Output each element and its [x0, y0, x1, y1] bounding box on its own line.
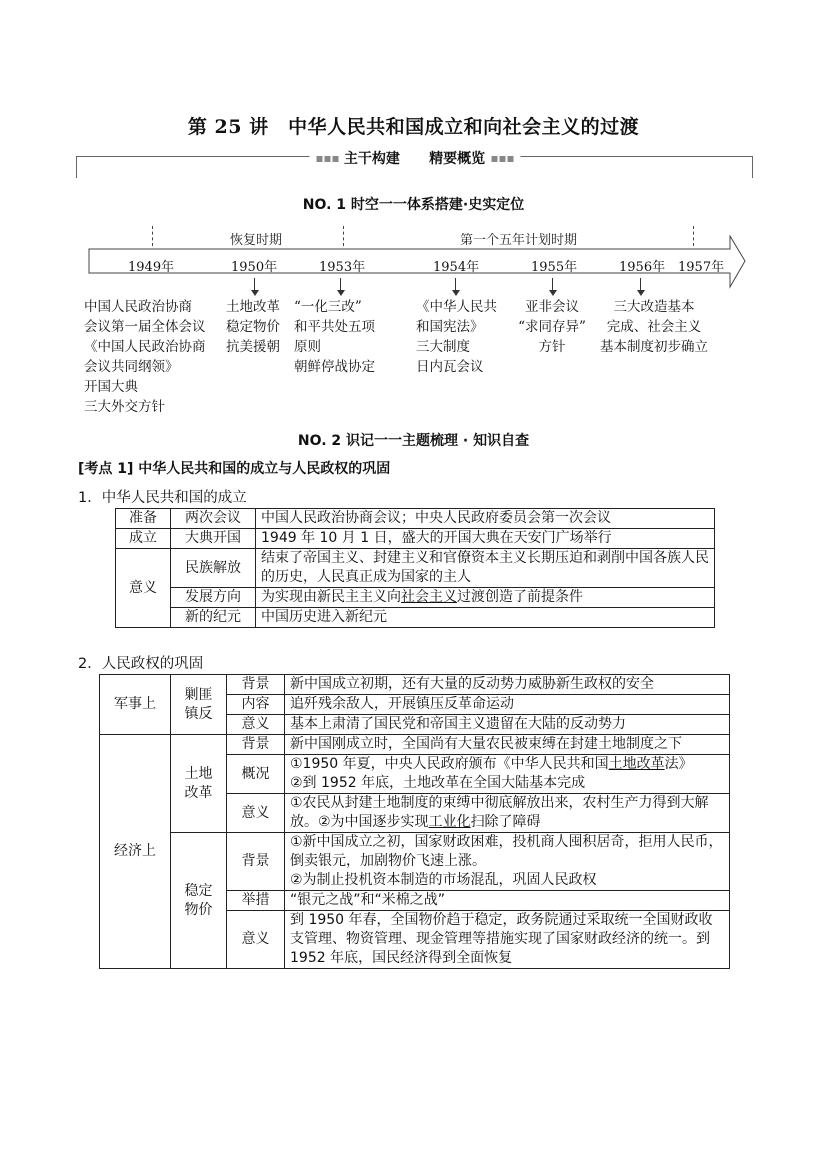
- section1-title: 1．中华人民共和国的成立: [78, 490, 247, 506]
- row-sub: 民族解放: [171, 549, 256, 588]
- event-arrow: [640, 278, 641, 292]
- row-label: 军事上: [100, 675, 171, 735]
- row-text: ①1950 年夏，中央人民政府颁布《中华人民共和国土地改革法》 ②到 1952 年底，土地改革在全国大陆基本完成: [285, 755, 730, 794]
- no2-heading: NO. 2 识记一一主题梳理 · 知识自查: [297, 433, 530, 449]
- events-1954: 《中华人民共 和国宪法》 三大制度 日内瓦会议: [416, 299, 497, 375]
- row-text: 为实现由新民主主义向社会主义过渡创造了前提条件: [256, 588, 715, 608]
- row-text: 新中国成立初期，还有大量的反动势力威胁新生政权的安全: [285, 675, 730, 695]
- table-row: [100, 675, 730, 695]
- row-key: 内容: [227, 695, 285, 715]
- row-label: 准备: [116, 509, 171, 529]
- row-key: 背景: [227, 735, 285, 755]
- row-label: 意义: [116, 549, 171, 628]
- events-1955: 亚非会议 “求同存异” 方针: [518, 299, 586, 355]
- timeline: [0, 0, 827, 420]
- row-key: 背景: [227, 833, 285, 891]
- table-row: [116, 529, 715, 549]
- events-1956: 三大改造基本 完成、社会主义 基本制度初步确立: [600, 299, 708, 355]
- section-bar-left: 主干构建: [343, 151, 400, 167]
- page-title: 第 25 讲 中华人民共和国成立和向社会主义的过渡: [187, 116, 640, 138]
- no1-heading: NO. 1 时空一一体系搭建·史实定位: [302, 197, 525, 213]
- row-key: 意义: [227, 715, 285, 735]
- row-label: 经济上: [100, 735, 171, 969]
- year-1949: 1949年: [128, 260, 175, 275]
- table-founding: [115, 508, 715, 628]
- row-sub: 稳定物价: [171, 833, 227, 969]
- year-1955: 1955年: [531, 260, 578, 275]
- period-recovery: 恢复时期: [230, 233, 283, 248]
- row-sub: 剿匪镇反: [171, 675, 227, 735]
- row-text: 中国人民政治协商会议；中央人民政府委员会第一次会议: [256, 509, 715, 529]
- row-text: 中国历史进入新纪元: [256, 608, 715, 628]
- period-five-year: 第一个五年计划时期: [460, 233, 578, 248]
- row-text: 新中国刚成立时，全国尚有大量农民被束缚在封建土地制度之下: [285, 735, 730, 755]
- section2-title: 2．人民政权的巩固: [78, 656, 204, 672]
- row-sub: 两次会议: [171, 509, 256, 529]
- table-row: [116, 549, 715, 588]
- table-consolidation: [99, 674, 730, 969]
- events-1949: 中国人民政治协商 会议第一届全体会议 《中国人民政治协商 会议共同纲领》 开国大典 三大外交方针: [84, 299, 206, 415]
- row-text: 到 1950 年春，全国物价趋于稳定，政务院通过采取统一全国财政收支管理、物资管理、现金管理等措施实现了国家财政经济的统一。到 1952 年底，国民经济得到全面恢复: [285, 911, 730, 969]
- event-arrow: [455, 278, 456, 292]
- row-key: 意义: [227, 911, 285, 969]
- table-row: [116, 509, 715, 529]
- year-1950: 1950年: [231, 260, 278, 275]
- row-sub: 大典开国: [171, 529, 256, 549]
- table-row: [100, 833, 730, 891]
- kaodian-title: [考点 1] 中华人民共和国的成立与人民政权的巩固: [78, 461, 391, 477]
- row-text: ①农民从封建土地制度的束缚中彻底解放出来，农村生产力得到大解放。②为中国逐步实现工业化扫除了障碍: [285, 794, 730, 833]
- row-key: 举措: [227, 891, 285, 911]
- year-1957: 1957年: [678, 260, 725, 275]
- events-1950: 土地改革 稳定物价 抗美援朝: [226, 299, 280, 355]
- row-label: 成立: [116, 529, 171, 549]
- row-sub: 土地改革: [171, 735, 227, 833]
- row-key: 概况: [227, 755, 285, 794]
- row-text: 1949 年 10 月 1 日，盛大的开国大典在天安门广场举行: [256, 529, 715, 549]
- row-key: 意义: [227, 794, 285, 833]
- event-arrow: [254, 278, 255, 292]
- table-row: [116, 588, 715, 608]
- event-arrow: [552, 278, 553, 292]
- year-1956: 1956年: [619, 260, 666, 275]
- event-arrow: [340, 278, 341, 292]
- events-1953: “一化三改” 和平共处五项 原则 朝鲜停战协定: [294, 299, 375, 375]
- row-text: 结束了帝国主义、封建主义和官僚资本主义长期压迫和剥削中国各族人民的历史，人民真正成为国家的主人: [256, 549, 715, 588]
- table-row: [116, 608, 715, 628]
- row-text: 基本上肃清了国民党和帝国主义遗留在大陆的反动势力: [285, 715, 730, 735]
- row-key: 背景: [227, 675, 285, 695]
- row-sub: 发展方向: [171, 588, 256, 608]
- row-text: ①新中国成立之初，国家财政困难，投机商人囤积居奇，拒用人民币，倒卖银元，加剧物价飞速上涨。 ②为制止投机资本制造的市场混乱，巩固人民政权: [285, 833, 730, 891]
- row-sub: 新的纪元: [171, 608, 256, 628]
- row-text: 追歼残余敌人，开展镇压反革命运动: [285, 695, 730, 715]
- table-row: [100, 735, 730, 755]
- row-text: “银元之战”和“米棉之战”: [285, 891, 730, 911]
- section-bar-right: 精要概览: [429, 151, 486, 167]
- year-1954: 1954年: [433, 260, 480, 275]
- year-1953: 1953年: [319, 260, 366, 275]
